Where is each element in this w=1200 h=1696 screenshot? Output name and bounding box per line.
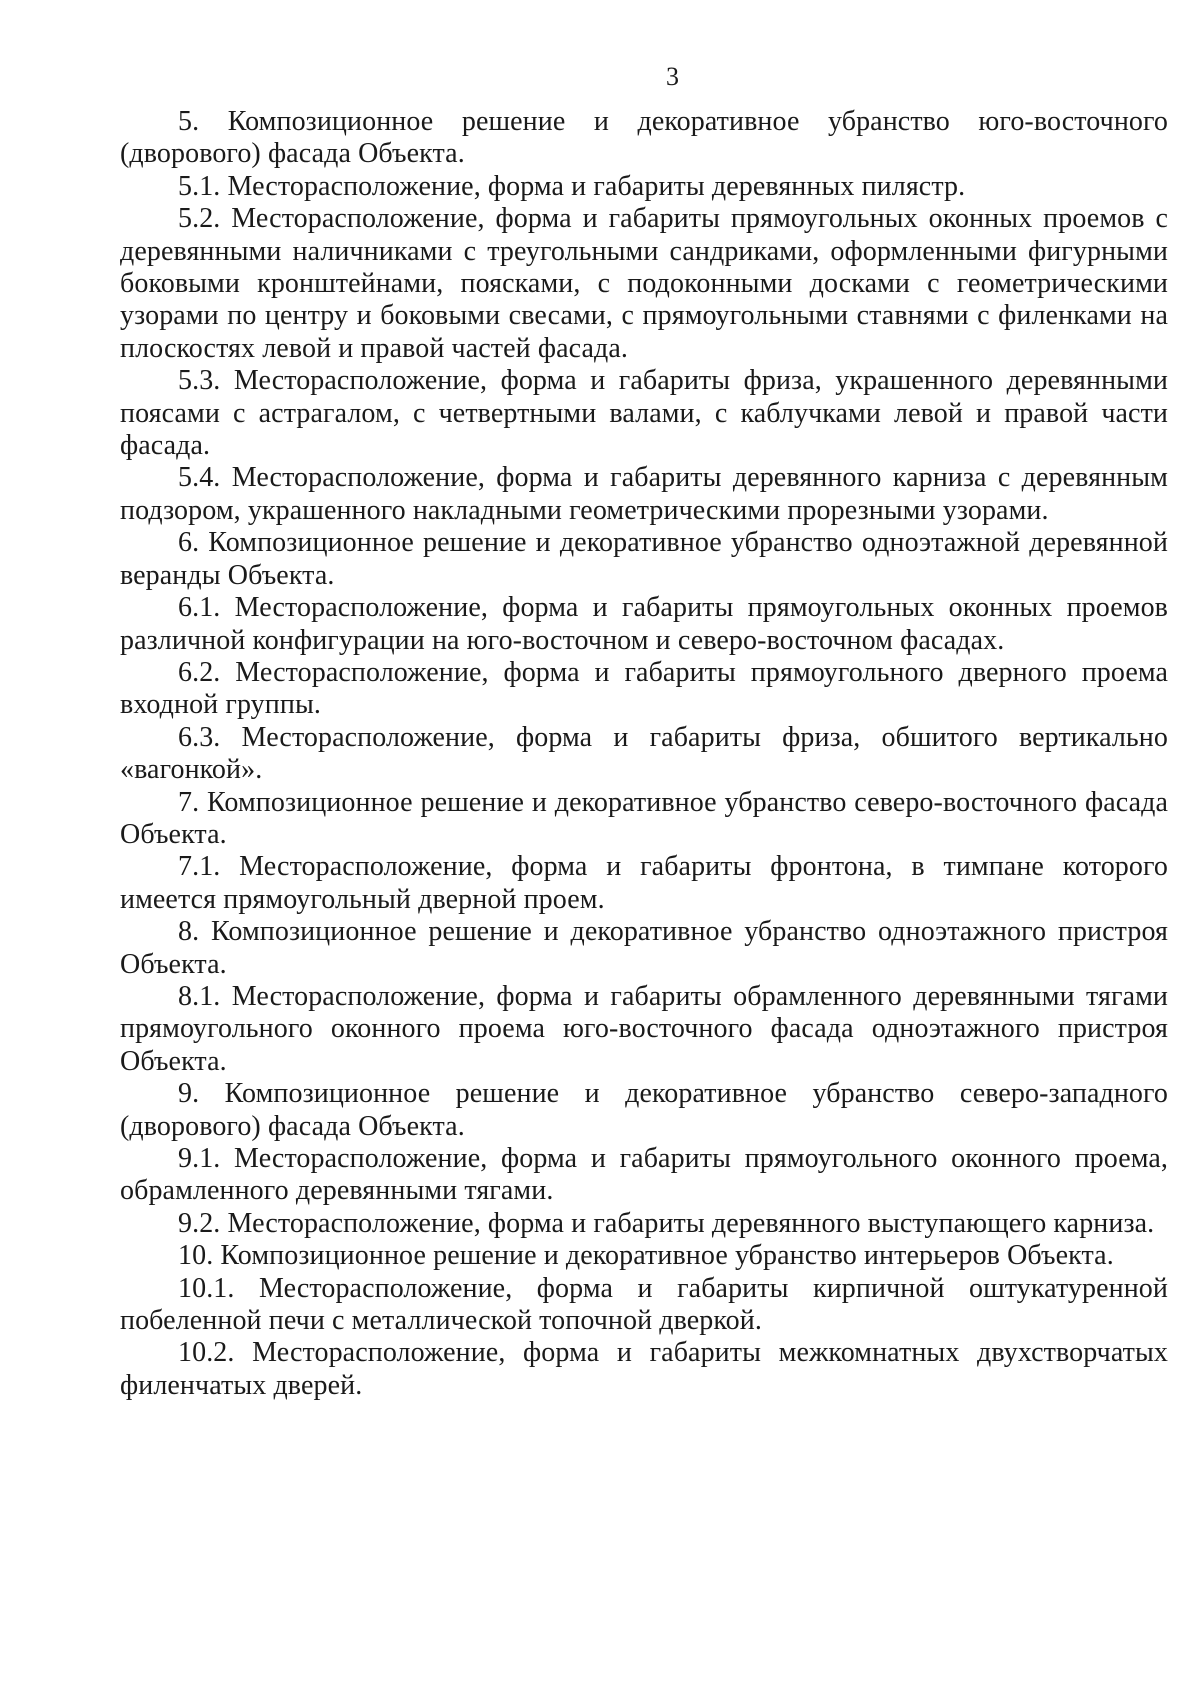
paragraph-6-1: 6.1. Месторасположение, форма и габариты прямоугольных оконных проемов различной конфигурации на юго-восточном и северо-восточном фасадах. <box>120 592 1168 656</box>
paragraph-7-1: 7.1. Месторасположение, форма и габариты фронтона, в тимпане которого имеется прямоугольный дверной проем. <box>120 851 1168 915</box>
paragraph-5-1: 5.1. Месторасположение, форма и габариты деревянных пилястр. <box>178 170 966 202</box>
paragraph-9: 9. Композиционное решение и декоративное убранство северо-западного (дворового) фасада Объекта. <box>120 1078 1168 1142</box>
paragraph-8-1: 8.1. Месторасположение, форма и габариты обрамленного деревянными тягами прямоугольного оконного проема юго-восточного фасада одноэтажного пристроя Объекта. <box>120 980 1168 1077</box>
paragraph-5-4: 5.4. Месторасположение, форма и габариты деревянного карниза с деревянным подзором, украшенного накладными геометрическими прорезными узорами. <box>120 462 1168 526</box>
paragraph-6-2: 6.2. Месторасположение, форма и габариты прямоугольного дверного проема входной группы. <box>120 656 1168 721</box>
page-number: 3 <box>666 62 679 91</box>
paragraph-5-3: 5.3. Месторасположение, форма и габариты фриза, украшенного деревянными поясами с астрагалом, с четвертными валами, с каблучками левой и правой части фасада. <box>120 365 1168 462</box>
paragraph-9-2: 9.2. Месторасположение, форма и габариты деревянного выступающего карниза. <box>178 1207 1155 1239</box>
document-body <box>120 106 1168 1402</box>
paragraph-10-1: 10.1. Месторасположение, форма и габариты кирпичной оштукатуренной побеленной печи с металлической топочной дверкой. <box>120 1272 1168 1337</box>
paragraph-5: 5. Композиционное решение и декоративное убранство юго-восточного (дворового) фасада Объекта. <box>120 106 1168 170</box>
paragraph-10: 10. Композиционное решение и декоративное убранство интерьеров Объекта. <box>178 1240 1114 1272</box>
paragraph-10-2: 10.2. Месторасположение, форма и габариты межкомнатных двухстворчатых филенчатых дверей. <box>120 1337 1168 1401</box>
paragraph-9-1: 9.1. Месторасположение, форма и габариты прямоугольного оконного проема, обрамленного деревянными тягами. <box>120 1143 1168 1207</box>
paragraph-5-2: 5.2. Месторасположение, форма и габариты прямоугольных оконных проемов с деревянными наличниками с треугольными сандриками, оформленными фигурными боковыми кронштейнами, поясками, с подоконными досками с геометрическими узорами по центру и боковыми свесами, с прямоугольными ставнями с филенками на плоскостях левой и правой частей фасада. <box>120 203 1168 364</box>
paragraph-7: 7. Композиционное решение и декоративное убранство северо-восточного фасада Объекта. <box>120 786 1168 850</box>
paragraph-8: 8. Композиционное решение и декоративное убранство одноэтажного пристроя Объекта. <box>120 916 1168 980</box>
paragraph-6-3: 6.3. Месторасположение, форма и габариты фриза, обшитого вертикально «вагонкой». <box>120 721 1168 786</box>
paragraph-6: 6. Композиционное решение и декоративное убранство одноэтажной деревянной веранды Объекта. <box>120 527 1168 591</box>
